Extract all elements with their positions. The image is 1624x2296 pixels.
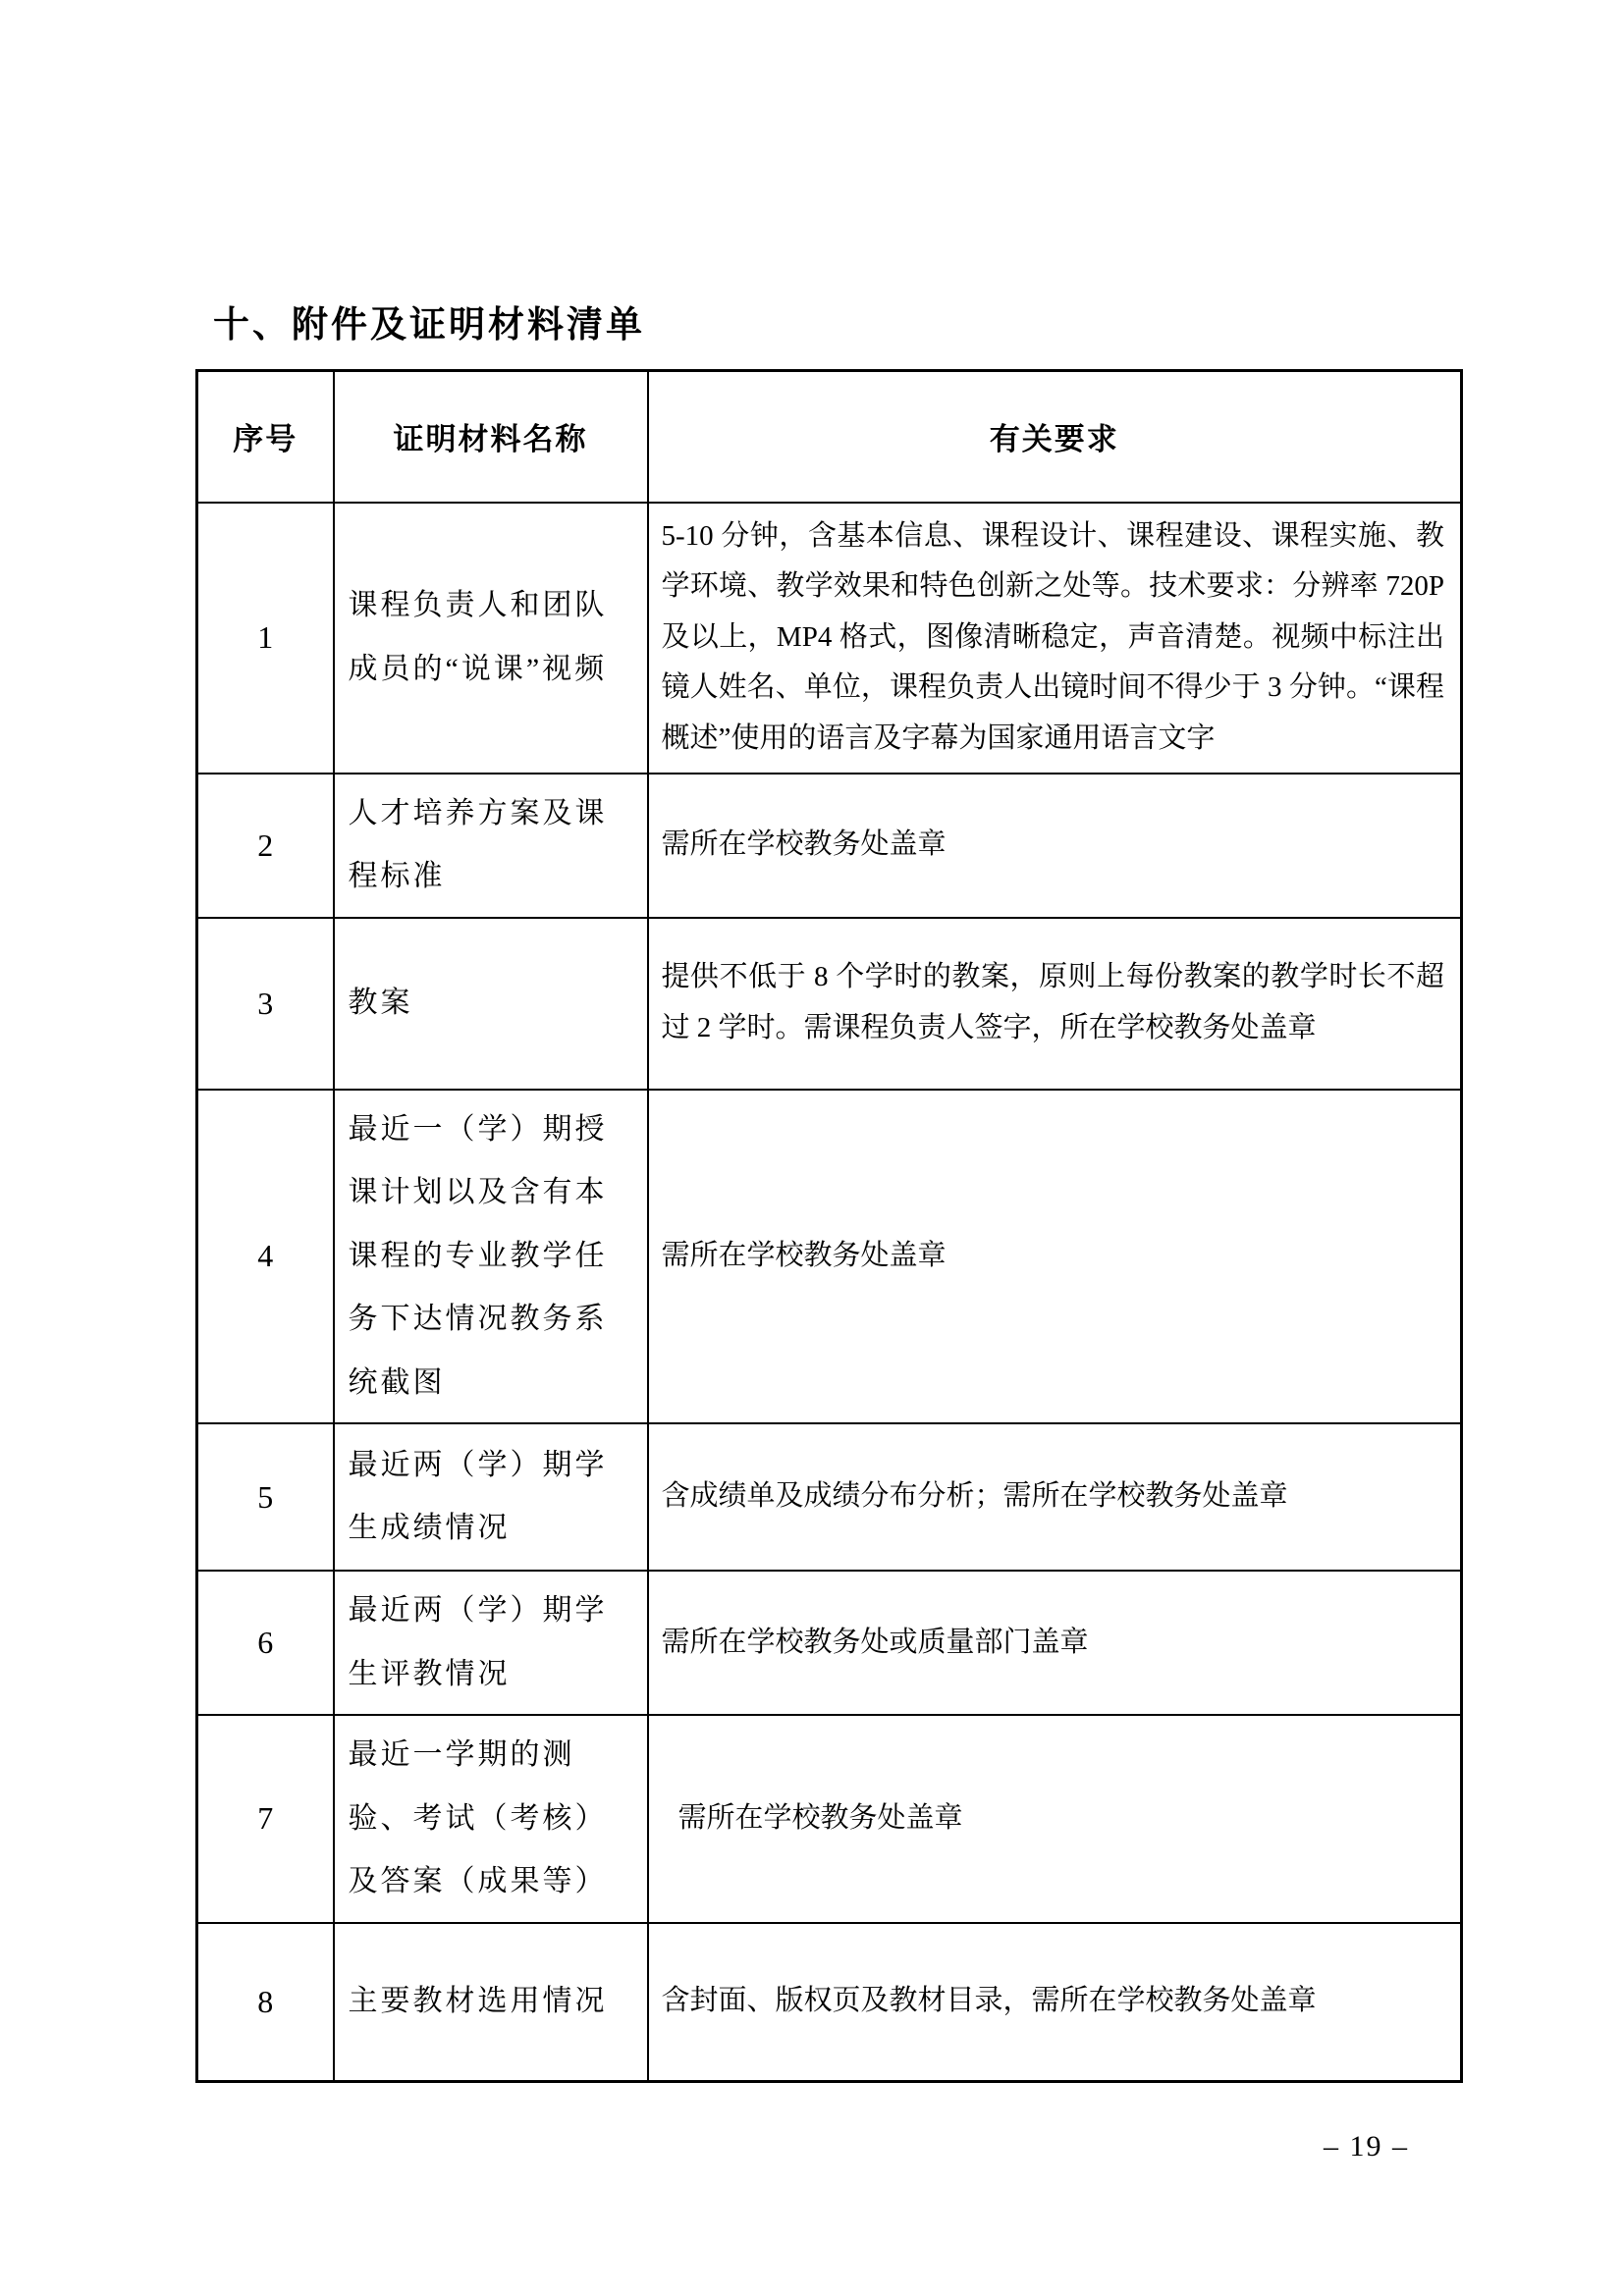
requirement-cell: 需所在学校教务处盖章 <box>648 774 1462 918</box>
requirement-cell: 需所在学校教务处盖章 <box>648 1090 1462 1424</box>
material-name-cell: 最近一（学）期授课计划以及含有本课程的专业教学任务下达情况教务系统截图 <box>334 1090 648 1424</box>
column-header-material-name: 证明材料名称 <box>334 371 648 503</box>
table-row <box>197 1715 1462 1923</box>
table-row <box>197 1571 1462 1715</box>
material-name-cell: 最近一学期的测验、考试（考核）及答案（成果等） <box>334 1715 648 1923</box>
table-row <box>197 918 1462 1090</box>
requirement-cell: 含封面、版权页及教材目录，需所在学校教务处盖章 <box>648 1923 1462 2082</box>
column-header-number: 序号 <box>197 371 334 503</box>
materials-table <box>195 369 1463 2083</box>
material-name-cell: 课程负责人和团队成员的“说课”视频 <box>334 503 648 774</box>
material-name-cell: 人才培养方案及课程标准 <box>334 774 648 918</box>
row-number-cell: 5 <box>197 1423 334 1571</box>
table-row <box>197 1923 1462 2082</box>
requirement-cell: 提供不低于 8 个学时的教案，原则上每份教案的教学时长不超过 2 学时。需课程负责人签字，所在学校教务处盖章 <box>648 918 1462 1090</box>
table-header-row <box>197 371 1462 503</box>
requirement-cell: 含成绩单及成绩分布分析；需所在学校教务处盖章 <box>648 1423 1462 1571</box>
page-number: – 19 – <box>1324 2130 1409 2163</box>
requirement-cell: 需所在学校教务处或质量部门盖章 <box>648 1571 1462 1715</box>
row-number-cell: 8 <box>197 1923 334 2082</box>
row-number-cell: 3 <box>197 918 334 1090</box>
table-row <box>197 1090 1462 1424</box>
table-row <box>197 774 1462 918</box>
requirement-cell: 5-10 分钟，含基本信息、课程设计、课程建设、课程实施、教学环境、教学效果和特色创新之处等。技术要求：分辨率 720P 及以上，MP4 格式，图像清晰稳定，声音清楚。视频中标注出镜人姓名、单位，课程负责人出镜时间不得少于 3 分钟。“课程概述”使用的语言及字幕为国家通用语言文字 <box>648 503 1462 774</box>
material-name-cell: 最近两（学）期学生成绩情况 <box>334 1423 648 1571</box>
row-number-cell: 1 <box>197 503 334 774</box>
table-row <box>197 503 1462 774</box>
row-number-cell: 4 <box>197 1090 334 1424</box>
material-name-cell: 主要教材选用情况 <box>334 1923 648 2082</box>
row-number-cell: 2 <box>197 774 334 918</box>
requirement-cell: 需所在学校教务处盖章 <box>648 1715 1462 1923</box>
material-name-cell: 教案 <box>334 918 648 1090</box>
row-number-cell: 7 <box>197 1715 334 1923</box>
column-header-requirements: 有关要求 <box>648 371 1462 503</box>
section-heading: 十、附件及证明材料清单 <box>213 304 645 345</box>
table-row <box>197 1423 1462 1571</box>
row-number-cell: 6 <box>197 1571 334 1715</box>
material-name-cell: 最近两（学）期学生评教情况 <box>334 1571 648 1715</box>
